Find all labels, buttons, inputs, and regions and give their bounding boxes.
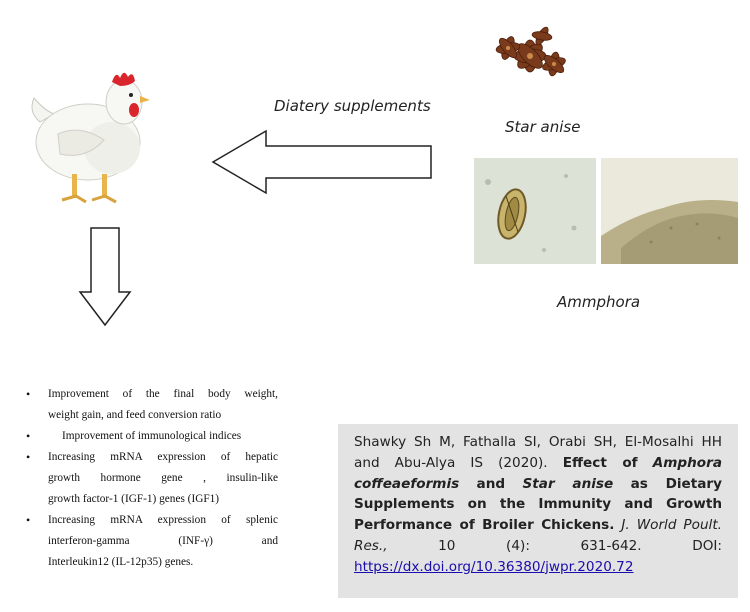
citation-volume: 10 (4): 631-642. DOI: bbox=[438, 537, 722, 554]
effects-list bbox=[24, 384, 278, 573]
amphora-microscope-image bbox=[474, 158, 596, 264]
citation-journal: J. World Poult. Res., bbox=[354, 517, 722, 554]
effect-item bbox=[24, 384, 278, 426]
effect-line: growth factor-1 (IGF-1) genes (IGF1) bbox=[48, 493, 220, 505]
citation-title-star: Star anise bbox=[522, 475, 614, 492]
effect-line: growth hormone gene , insulin-like bbox=[48, 472, 278, 484]
citation-title-part: and bbox=[476, 475, 506, 492]
effect-line: • Improvement of the final body weight, bbox=[48, 388, 278, 400]
effect-line: Interleukin12 (IL-12p35) genes. bbox=[48, 556, 194, 568]
left-arrow bbox=[210, 128, 435, 196]
citation-authors: Shawky Sh M, Fathalla SI, Orabi SH, El-Mosalhi HH and Abu-Alya IS (2020). bbox=[354, 434, 722, 471]
star-anise-image bbox=[488, 20, 576, 92]
amphora-powder-image bbox=[601, 158, 738, 264]
effect-line: • Increasing mRNA expression of hepatic bbox=[48, 451, 278, 463]
effect-line: interferon-gamma (INF-γ) and bbox=[48, 535, 278, 547]
citation-box bbox=[338, 424, 738, 598]
citation-title-part: Effect of bbox=[562, 454, 638, 471]
down-arrow bbox=[78, 226, 132, 328]
amphora-label: Ammphora bbox=[557, 293, 641, 311]
citation-title-amphora: Amphora coffeaeformis bbox=[354, 454, 723, 492]
effect-item bbox=[24, 447, 278, 510]
citation-title-part: as Dietary Supplements on the Immunity and Growth Performance of Broiler Chickens. bbox=[354, 475, 722, 534]
dietary-supplements-label: Diatery supplements bbox=[274, 97, 431, 115]
doi-link[interactable]: https://dx.doi.org/10.36380/jwpr.2020.72 bbox=[354, 558, 634, 575]
effect-line: • Improvement of immunological indices bbox=[62, 430, 242, 442]
effect-item bbox=[24, 510, 278, 573]
effect-line: weight gain, and feed conversion ratio bbox=[48, 409, 222, 421]
effect-line: • Increasing mRNA expression of splenic bbox=[48, 514, 278, 526]
effect-item bbox=[24, 426, 278, 447]
star-anise-label: Star anise bbox=[505, 118, 581, 136]
chicken-image bbox=[20, 62, 180, 210]
